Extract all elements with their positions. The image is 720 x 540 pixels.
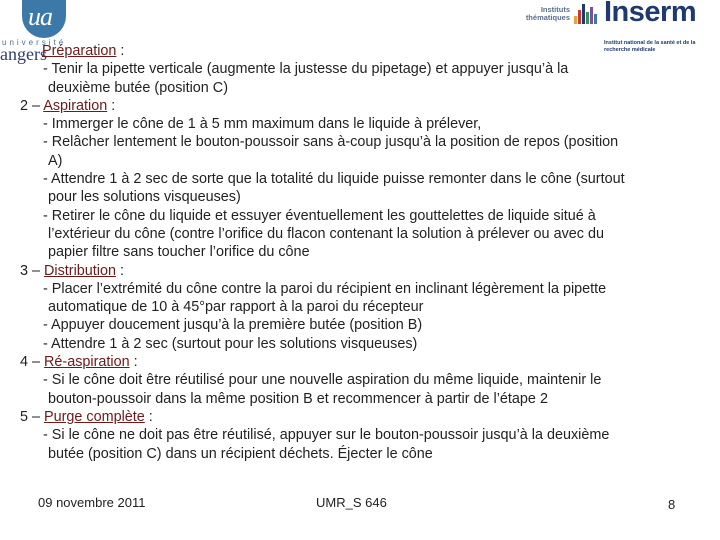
instituts-bars-icon: [574, 4, 598, 24]
step-line: deuxième butée (position C): [48, 79, 228, 96]
step-line: papier filtre sans toucher l’orifice du cône: [48, 244, 310, 261]
inserm-logo: Inserm: [604, 0, 697, 28]
step-line: - Attendre 1 à 2 sec (surtout pour les solutions visqueuses): [43, 335, 418, 352]
page-number: 8: [668, 497, 676, 512]
footer-unit: UMR_S 646: [316, 495, 387, 510]
step-title: Ré-aspiration: [44, 354, 130, 371]
inserm-subtitle: Institut national de la santé et de la recherche médicale: [604, 40, 696, 53]
step-title-colon: :: [116, 43, 125, 59]
step-number: 4 –: [20, 354, 45, 371]
step-heading: [20, 42, 710, 60]
step-line: - Retirer le cône du liquide et essuyer éventuellement les gouttelettes de liquide situé à: [43, 207, 596, 224]
step-line: - Tenir la pipette verticale (augmente la justesse du pipetage) et appuyer jusqu’à la: [43, 61, 569, 78]
step-heading: [20, 97, 710, 115]
step-line: bouton-poussoir dans la même position B et recommencer à partir de l’étape 2: [48, 390, 548, 407]
step-line: - Attendre 1 à 2 sec de sorte que la totalité du liquide puisse remonter dans le cône (surtout: [43, 171, 625, 188]
step-title-colon: :: [116, 262, 124, 279]
procedure-steps: [20, 42, 710, 463]
step-title-colon: :: [144, 408, 153, 425]
footer-date: 09 novembre 2011: [38, 495, 146, 510]
step-line: - Appuyer doucement jusqu’à la première butée (position B): [43, 317, 423, 334]
step-title: Préparation: [42, 43, 117, 59]
step-line: pour les solutions visqueuses): [48, 189, 241, 206]
universite-word: université: [2, 38, 67, 47]
step-title-colon: :: [107, 97, 116, 114]
ua-logo-letters: ua: [28, 2, 52, 31]
step-line: A): [48, 152, 63, 169]
instituts-thematiques-logo: [522, 4, 602, 26]
step-line: - Si le cône ne doit pas être réutilisé, appuyer sur le bouton-poussoir jusqu’à la deuxième: [43, 427, 610, 444]
step-heading: [20, 353, 710, 371]
step-line: automatique de 10 à 45°par rapport à la paroi du récepteur: [48, 299, 424, 316]
step-title: Distribution: [44, 262, 116, 279]
step-line: - Placer l’extrémité du cône contre la paroi du récipient en inclinant légèrement la pipette: [43, 280, 607, 297]
step-heading: [20, 408, 710, 426]
step-line: - Si le cône doit être réutilisé pour une nouvelle aspiration du même liquide, maintenir le: [43, 372, 602, 389]
step-line: butée (position C) dans un récipient déchets. Éjecter le cône: [48, 445, 433, 462]
step-heading: [20, 262, 710, 280]
step-number: 3 –: [20, 262, 45, 279]
step-title: Purge complète: [44, 408, 145, 425]
step-number: 2 –: [20, 97, 44, 114]
step-number: 5 –: [20, 408, 45, 425]
step-line: - Immerger le cône de 1 à 5 mm maximum dans le liquide à prélever,: [43, 116, 482, 133]
step-title: Aspiration: [43, 97, 108, 114]
step-title-colon: :: [129, 354, 138, 371]
instituts-text: Instituts thématiques: [525, 5, 570, 22]
step-line: l’extérieur du cône (contre l’orifice du flacon contenant la solution à prélever ou avec du: [48, 225, 604, 242]
angers-word: angers: [0, 44, 47, 64]
step-line: - Relâcher lentement le bouton-poussoir sans à-coup jusqu’à la position de repos (position: [43, 134, 619, 151]
